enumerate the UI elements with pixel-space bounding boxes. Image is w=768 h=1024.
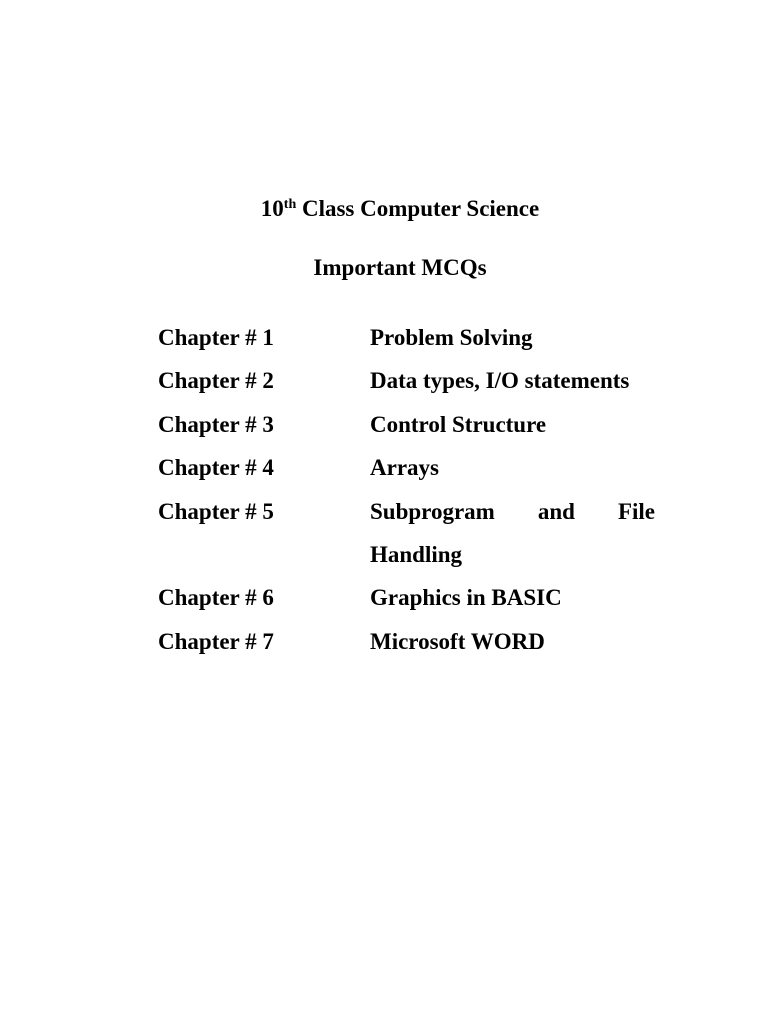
chapter-label: Chapter # 6 <box>158 585 274 611</box>
chapter-label: Chapter # 5 <box>158 498 274 524</box>
chapter-topic: Data types, I/O statements <box>370 368 630 394</box>
chapter-label: Chapter # 7 <box>158 628 274 654</box>
chapter-row <box>158 490 655 577</box>
document-title <box>0 195 768 227</box>
chapter-list <box>158 316 655 663</box>
chapter-row <box>158 359 655 402</box>
title-text: Class Computer Science <box>296 196 540 221</box>
chapter-topic: Control Structure <box>370 411 547 437</box>
chapter-topic: Subprogram and File Handling <box>370 498 655 568</box>
chapter-row <box>158 403 655 446</box>
chapter-label: Chapter # 1 <box>158 325 274 350</box>
chapter-topic: Microsoft WORD <box>370 628 545 654</box>
chapter-row <box>158 316 655 359</box>
document-subtitle: Important MCQs <box>313 255 487 280</box>
title-class-number: 10 <box>260 196 284 221</box>
chapter-label: Chapter # 2 <box>158 368 274 394</box>
title-ordinal-suffix: th <box>283 197 297 212</box>
chapter-topic: Graphics in BASIC <box>370 585 562 611</box>
chapter-row <box>158 446 655 489</box>
chapter-label: Chapter # 4 <box>158 455 274 481</box>
chapter-row <box>158 620 655 663</box>
chapter-topic: Arrays <box>370 455 439 481</box>
chapter-row <box>158 576 655 619</box>
chapter-label: Chapter # 3 <box>158 411 274 437</box>
chapter-topic: Problem Solving <box>370 325 533 350</box>
